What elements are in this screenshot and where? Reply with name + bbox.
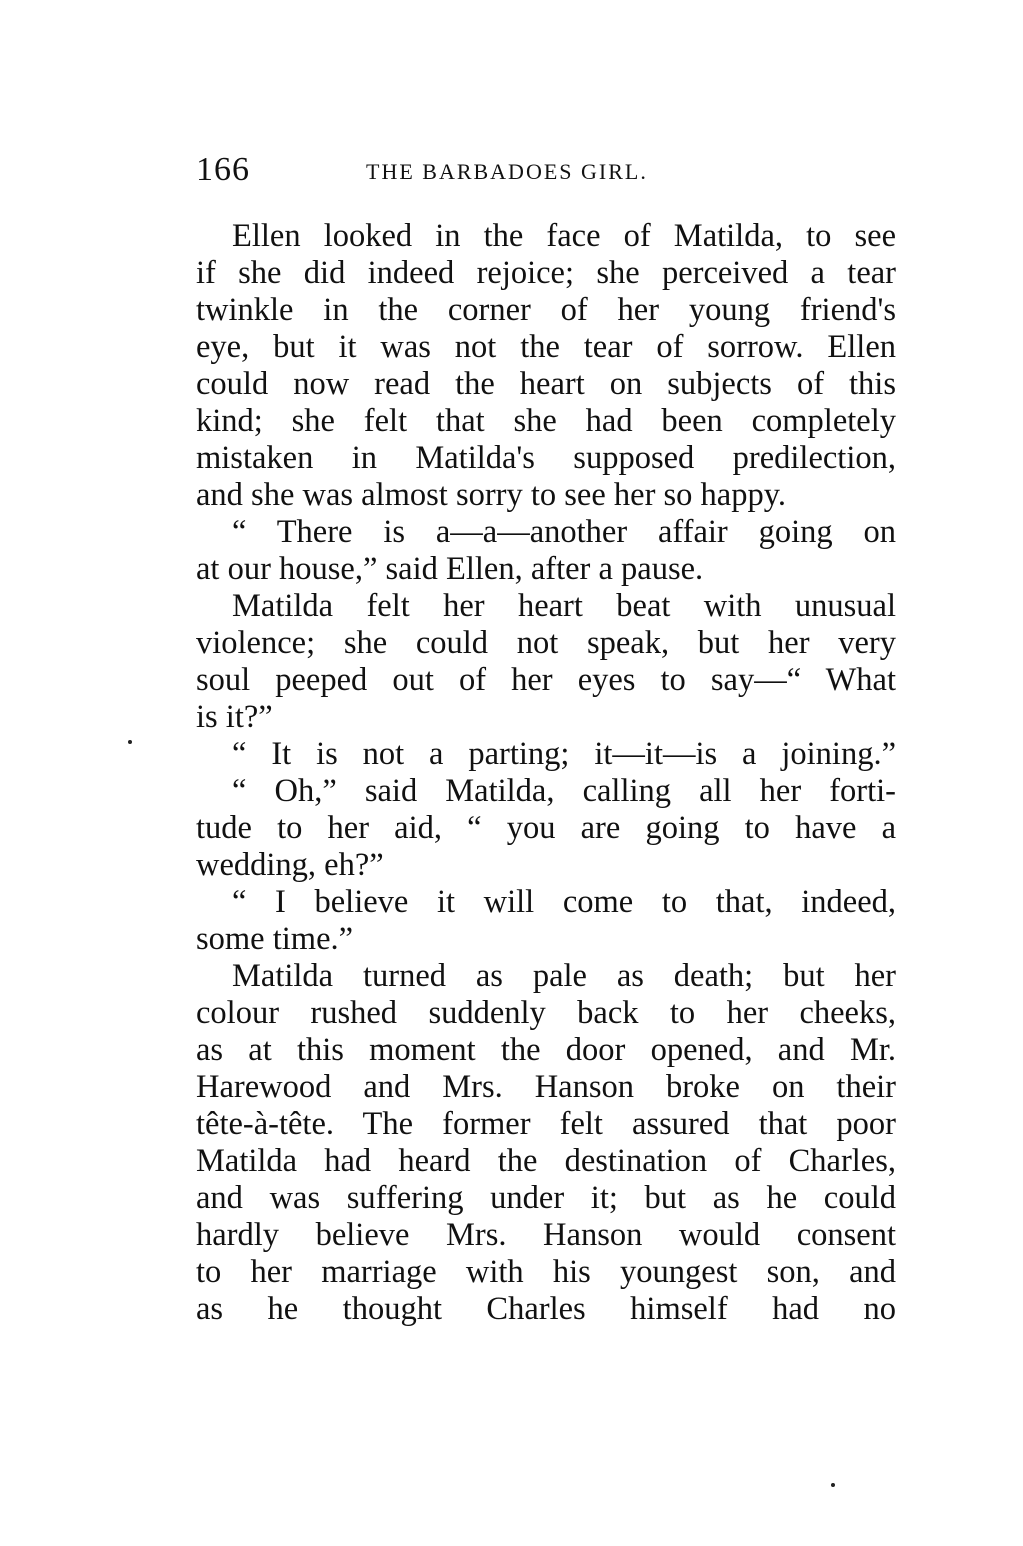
text-line: Harewood and Mrs. Hanson broke on their (196, 1069, 896, 1105)
text-line: at our house,” said Ellen, after a pause. (196, 551, 704, 587)
text-line: some time.” (196, 921, 354, 957)
text-line: Matilda turned as pale as death; but her (232, 958, 896, 994)
text-line: kind; she felt that she had been completely (196, 403, 896, 439)
text-line: “ Oh,” said Matilda, calling all her forti- (232, 773, 896, 809)
text-line: to her marriage with his youngest son, and (196, 1254, 896, 1290)
page-number: 166 (196, 151, 250, 188)
text-line: wedding, eh?” (196, 847, 384, 883)
text-line: tête-à-tête. The former felt assured that poor (196, 1106, 896, 1142)
text-line: Ellen looked in the face of Matilda, to see (232, 218, 896, 254)
text-line: hardly believe Mrs. Hanson would consent (196, 1217, 896, 1253)
text-line: “ It is not a parting; it—it—is a joining.” (232, 736, 896, 772)
text-line: eye, but it was not the tear of sorrow. Ellen (196, 329, 896, 365)
text-line: mistaken in Matilda's supposed predilection, (196, 440, 896, 476)
text-line: and she was almost sorry to see her so happy. (196, 477, 786, 513)
text-line: “ There is a—a—another affair going on (232, 514, 896, 550)
text-line: “ I believe it will come to that, indeed, (232, 884, 896, 920)
body-text (196, 218, 896, 1328)
text-line: is it?” (196, 699, 273, 735)
text-line: soul peeped out of her eyes to say—“ What (196, 662, 896, 698)
text-line: could now read the heart on subjects of this (196, 366, 896, 402)
running-title: THE BARBADOES GIRL. (366, 159, 648, 184)
text-line: and was suffering under it; but as he could (196, 1180, 896, 1216)
paper-speck (831, 1483, 835, 1487)
paper-speck (128, 740, 132, 744)
text-line: twinkle in the corner of her young friend's (196, 292, 896, 328)
text-line: Matilda felt her heart beat with unusual (232, 588, 896, 624)
text-line: colour rushed suddenly back to her cheeks, (196, 995, 896, 1031)
text-line: violence; she could not speak, but her very (196, 625, 896, 661)
text-line: tude to her aid, “ you are going to have a (196, 810, 896, 846)
text-line: if she did indeed rejoice; she perceived a tear (196, 255, 896, 291)
running-head (196, 150, 896, 190)
text-line: Matilda had heard the destination of Charles, (196, 1143, 896, 1179)
text-line: as he thought Charles himself had no (196, 1291, 896, 1327)
text-line: as at this moment the door opened, and Mr. (196, 1032, 896, 1068)
